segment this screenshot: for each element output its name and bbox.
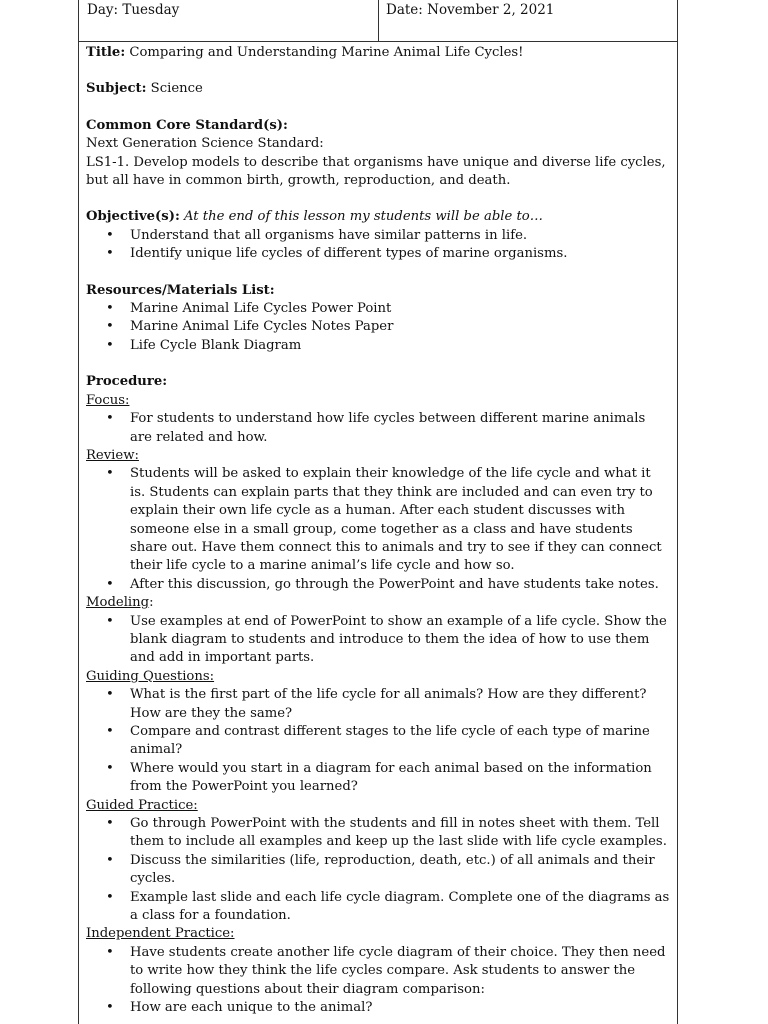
objectives-intro: At the end of this lesson my students will be able to… bbox=[179, 209, 543, 225]
list-item: • Use examples at end of PowerPoint to show an example of a life cycle. Show the blank diagram to students and introduce to them the idea of how to use them and add in important parts. bbox=[106, 613, 667, 666]
list-item: • Have students create another life cycle diagram of their choice. They then need to write how they think the life cycles compare. Ask students to answer the following questions about their diagram comparison: bbox=[106, 944, 666, 997]
standards-line2: LS1-1. Develop models to describe that organisms have unique and diverse life cycles, but all have in common birth, growth, reproduction, and death. bbox=[86, 154, 666, 189]
list-item: • Marine Animal Life Cycles Power Point bbox=[106, 301, 392, 317]
list-item: • Understand that all organisms have similar patterns in life. bbox=[106, 227, 528, 243]
day-cell: Day: Tuesday bbox=[87, 2, 180, 18]
independent-practice-list bbox=[86, 944, 670, 1018]
procedure-heading: Procedure: bbox=[86, 374, 168, 390]
review-heading: Review: bbox=[86, 447, 139, 463]
list-item: • Go through PowerPoint with the students and fill in notes sheet with them. Tell them to include all examples and keep up the last slide with life cycle examples. bbox=[106, 816, 667, 850]
guiding-questions-list bbox=[86, 686, 670, 796]
guided-practice-list bbox=[86, 815, 670, 925]
list-item: • Identify unique life cycles of different types of marine organisms. bbox=[106, 246, 568, 262]
list-item: • After this discussion, go through the PowerPoint and have students take notes. bbox=[106, 576, 659, 592]
title-value: Comparing and Understanding Marine Animal Life Cycles! bbox=[125, 45, 524, 60]
title-line bbox=[86, 44, 670, 62]
focus-heading: Focus: bbox=[86, 392, 130, 408]
objectives-label: Objective(s): bbox=[86, 209, 180, 225]
objectives-list bbox=[86, 227, 670, 264]
subject-label: Subject: bbox=[86, 81, 147, 97]
list-item: • Where would you start in a diagram for each animal based on the information from the PowerPoint you learned? bbox=[106, 760, 652, 795]
standards-heading: Common Core Standard(s): bbox=[86, 117, 288, 133]
review-list bbox=[86, 465, 670, 594]
lesson-plan-page bbox=[78, 0, 678, 1024]
list-item: • How are each unique to the animal? bbox=[106, 1000, 373, 1016]
modeling-list bbox=[86, 613, 670, 668]
date-cell: Date: November 2, 2021 bbox=[386, 2, 555, 18]
list-item: • Students will be asked to explain their knowledge of the life cycle and what it is. Students can explain parts that they think are included and can even try to explain their own life cycle as a human. After each student discusses with someone else in a small group, come together as a class and have students share out. Have them connect this to animals and try to see if they can connect their life cycle to a marine animal’s life cycle and how so. bbox=[106, 466, 662, 574]
header-divider bbox=[378, 0, 379, 42]
guiding-questions-heading: Guiding Questions: bbox=[86, 668, 215, 684]
resources-list bbox=[86, 300, 670, 355]
title-label: Title: bbox=[86, 45, 126, 60]
list-item: • Compare and contrast different stages to the life cycle of each type of marine animal? bbox=[106, 724, 650, 758]
focus-list bbox=[86, 410, 670, 447]
header-row bbox=[79, 0, 677, 42]
modeling-heading: Modeling: bbox=[86, 595, 154, 611]
subject-line bbox=[86, 80, 670, 98]
resources-heading: Resources/Materials List: bbox=[86, 282, 275, 298]
lesson-content bbox=[86, 44, 670, 1018]
list-item: • Example last slide and each life cycle diagram. Complete one of the diagrams as a class for a foundation. bbox=[106, 889, 670, 924]
list-item: • For students to understand how life cycles between different marine animals are related and how. bbox=[106, 411, 646, 445]
list-item: • Life Cycle Blank Diagram bbox=[106, 337, 302, 353]
list-item: • What is the first part of the life cycle for all animals? How are they different? How are they the same? bbox=[106, 687, 647, 721]
objectives-line bbox=[86, 208, 670, 226]
guided-practice-heading: Guided Practice: bbox=[86, 797, 198, 813]
independent-practice-heading: Independent Practice: bbox=[86, 926, 235, 942]
list-item: • Marine Animal Life Cycles Notes Paper bbox=[106, 319, 394, 335]
list-item: • Discuss the similarities (life, reproduction, death, etc.) of all animals and their cycles. bbox=[106, 852, 655, 887]
subject-value: Science bbox=[146, 81, 203, 97]
standards-line1: Next Generation Science Standard: bbox=[86, 136, 324, 152]
